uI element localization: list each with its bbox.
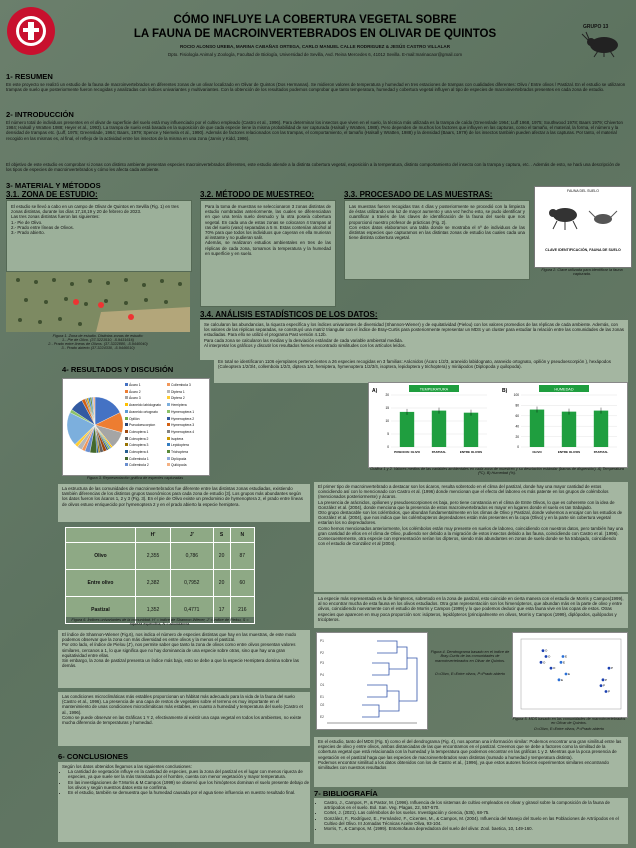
pie-legend-label: Coleoptera 4	[129, 450, 149, 455]
pie-legend-label: Araneido labidognato	[129, 403, 162, 408]
bar	[594, 411, 608, 447]
mds-point-label: O	[545, 648, 548, 653]
micro-text: Las condiciones microclimáticas más estables proporcionan un hábitat más adecuado para la vida de la fauna del suelo (Castro et al., 1996). La presencia de una capa de restos de vegetales sobre el terreno es muy importante en el mantenimiento de unas condiciones microclimáticas más estables, en cuanto a humedad y temperatura del suelo (Castro et al., 1996).	[62, 694, 303, 715]
bibliografia-heading: 7- BIBLIOGRAFÍA	[314, 789, 378, 798]
discussion-box-2	[314, 594, 628, 628]
pie-legend-item	[167, 409, 209, 416]
mds-point-label: O	[543, 660, 546, 665]
pie-legend-label: Pseudoescorpion	[129, 423, 156, 428]
pie-chart-panel	[62, 378, 210, 476]
procesado-text2: Con estos datos elaboramos una tabla donde se mostraba el nº de individuos de las distintas especies que capturamos en las distintas zonas de estudio las cuales cada una tiene distinta cobertura vegetal.	[349, 224, 525, 241]
pie-legend-label: Diptera 1	[171, 389, 185, 394]
mds-text-box	[314, 737, 628, 787]
pie-legend-label: Collembola 1	[129, 456, 149, 461]
group-label: GRUPO 13	[583, 24, 609, 30]
x-tick-label: PASTIZAL	[593, 450, 609, 454]
pie-legend-label: Ácaro 3	[129, 396, 141, 401]
pie-legend-swatch	[167, 437, 170, 440]
resultados-heading: 4- RESULTADOS Y DISCUSIÓN	[62, 365, 174, 374]
pie-legend-label: Lepidoptera	[171, 443, 189, 448]
svg-text:O1: O1	[320, 683, 325, 687]
pie-legend-label: Hymenoptera 4	[171, 429, 195, 434]
pie-legend-label: Diptera 2	[171, 396, 185, 401]
indices-table-panel	[65, 527, 255, 617]
pie-legend-swatch	[167, 390, 170, 393]
pie-legend-item	[125, 456, 167, 463]
discussion-text5: Consecuentemente, otra especie con representación serían los dípteros, siendo más abundantes en zonas de suelo donde se ha trabajado, coincidiendo con el estudio de González et al (2004).	[318, 536, 617, 547]
muestreo-text2: Además, se realizaron estudios ambientales en tres de las réplicas de cada zona, tomamos la temperatura y la humedad en superficie y en suelo.	[205, 240, 331, 256]
pie-legend-label: Araneido ortognato	[129, 409, 158, 414]
pie-legend-item	[125, 402, 167, 409]
pielou-text2: Sin embargo, la zona de pastizal presenta un índice más bajo, esto se debe a que la especie Hemiptera domina sobre las demás.	[62, 658, 299, 669]
mds-point-label: O	[548, 654, 551, 659]
zona-list-1: 1.- Pie de Olivo.	[11, 219, 43, 225]
svg-text:E2: E2	[320, 715, 324, 719]
pie-legend-item	[167, 429, 209, 436]
zona-heading: 3.1. ZONA DE ESTUDIO:	[6, 190, 98, 199]
table-cell: 87	[230, 543, 254, 570]
pie-legend-item	[125, 389, 167, 396]
svg-text:E1: E1	[320, 695, 324, 699]
mds-point-label: E	[565, 654, 568, 659]
y-tick-label: 5	[387, 432, 389, 437]
pie-legend-swatch	[167, 403, 170, 406]
introduccion-text2: El objetivo de este estudio es comprobar si zonas con distinto ambiente presentan especies macroinvertebrados diferentes, este estudio atiende a la distinta cobertura vegetal, exposición a la temperatura, distinto comportamiento del insecto con la trampa y captura, etc. . Además de esto, se hará una descripción de los tipos de especies de macroinvertebrados y cómo les afecta cada ambiente.	[6, 162, 621, 173]
pie-legend-item	[125, 409, 167, 416]
bar	[562, 412, 576, 447]
analisis-text3: Al interpretar los gráficos y discutir los resultados hemos encontrado similitudes con los artículos leídos.	[204, 342, 406, 348]
muestreo-box	[200, 200, 336, 307]
fig1-caption: Figura 1. Zona de estudio. Distintas zonas de estudio:	[52, 334, 144, 338]
y-tick-label: 0	[517, 445, 519, 450]
procesado-box	[344, 200, 530, 280]
analisis-heading: 3.4. ANÁLISIS ESTADÍSTICOS DE LOS DATOS:	[200, 310, 378, 319]
table-cell: 60	[230, 570, 254, 597]
x-tick-label: PASTIZAL	[431, 450, 447, 454]
pie-legend-label: Ácaro 1	[129, 383, 141, 387]
mds-plot	[513, 633, 627, 717]
pie-legend-item	[125, 449, 167, 456]
mds-point-label: P	[605, 677, 608, 682]
pie-legend-swatch	[167, 417, 170, 420]
pie-legend-swatch	[125, 423, 128, 426]
pie-legend-item	[125, 429, 167, 436]
bibliografia-list	[314, 800, 628, 831]
mds-point	[605, 689, 611, 694]
table-cell-zona: Olivo	[66, 543, 136, 570]
mds-point-label: P	[603, 683, 606, 688]
pie-legend-label: Coleoptera 3	[129, 443, 149, 448]
svg-text:P4: P4	[320, 673, 324, 677]
discussion-text3: Otro grupo destacable son los colémbolos, que abundan fundamentalmente en los climas de Olivo y Pastizal, donde volvemos a encajar con los estudios de González et al. (2004), que nos indica que los colémbopteros depredadores están más presentes en la copa (Olivo) y en la parte sin cobertura vegetal estarían los no depredadores.	[318, 510, 623, 526]
mds-point	[560, 660, 566, 665]
pie-legend-item	[125, 416, 167, 423]
pie-legend-swatch	[167, 410, 170, 413]
conclusiones-heading: 6- CONCLUSIONES	[58, 752, 129, 761]
pie-legend-swatch	[125, 443, 128, 446]
y-tick-label: 100	[513, 393, 519, 398]
pie-legend-swatch	[167, 463, 170, 466]
fig6-caption: Figura 6. Índices univariantes de la comunidad. H' = índice de Shannon-Wiener, J' = índice de Pielou, S = riqueza específica, N = abundancia.	[71, 618, 249, 627]
pie-legend-swatch	[125, 463, 128, 466]
table-header: N	[230, 528, 254, 543]
y-tick-label: 20	[385, 393, 389, 398]
fig4-legend: O=Olivo, E=Entre olivos, P=Prado abierto	[434, 672, 506, 676]
pie-legend-swatch	[125, 410, 128, 413]
pie-legend-item	[167, 462, 209, 469]
list-item: • En el estudio, también se demuestra que la humedad causada por el agua tiene influencia en nuestro resultado final.	[68, 790, 310, 795]
pie-legend-swatch	[125, 417, 128, 420]
table-cell: 2,382	[135, 570, 170, 597]
mds-point	[562, 654, 568, 659]
pie-legend-swatch	[125, 430, 128, 433]
zona-text: El estudio se llevó a cabo en un campo de Olivar de Quintos en Sevilla (Fig. 1) en tres zonas distintas, durante los días 17,18,19 y 20 de febrero de 2023.	[11, 204, 179, 215]
pie-legend-item	[125, 436, 167, 443]
table-cell: 0,786	[171, 543, 213, 570]
plot-frame	[521, 639, 621, 709]
muestreo-text: Para la toma de muestras se seleccionaron 3 zonas distintas de estudio nombradas anteriormente, las cuales se diferenciaban en que una tenía suelo desnudo y la otra poseía cobertura vegetal. En cada una de estas zonas se colocaron 4 trampas al ras del suelo (vaso) separadas a 5 m. Estas contenían alcohol al 70% para que todos los individuos que cayeran en ella murieran al instante y no pudieran salir.	[205, 204, 331, 241]
pie-legend-label: Hymenoptera 1	[171, 409, 195, 414]
mds-point	[550, 667, 553, 670]
bar	[464, 413, 478, 447]
pie-legend-item	[167, 402, 209, 409]
pie-legend-swatch	[167, 396, 170, 399]
table-cell: 20	[213, 570, 230, 597]
introduccion-text1: El número total de individuos presentes en el olivar de superficie del suelo está muy influenciado por el cultivo empleado (Castro et al., 1996). Para determinar los insectos que viven en el suelo, la técnica más utilizada es la trampa de caída (Greenslade 1964; Luff 1968, 1975; Southwood 1978; Baars 1979; Chiverton 1984; Halsall y Wratten 1988; Heyer et al., 1993). La trampa de suelo está basada en la suposición de que cada especie tiene la misma probabilidad de ser capturada (Halsall y Wratten, 1988). Pero dependen de muchos los factores que influyen en las capturas, como el tamaño, el material, la forma, el número y la densidad de trampas etc. (Luff, 1975; Greenslade, 1964; Baars, 1979; Spence y Niemela et al., 1990). Además de factores relacionados con las trampas, el comportamiento, el tamaño (Halsall y Wratten, 1988) y la densidad (Baars, 1979) de los insectos también pueden afectar a las capturas. Por tanto, el material recogido en las mismas es, al final, el reflejo de la actividad entre los insectos de la misma en una zona (Jarvis y Kidd, 1986).	[6, 120, 623, 141]
muestreo-heading: 3.2. MÉTODO DE MUESTREO:	[200, 190, 315, 199]
table-cell: 1,352	[135, 597, 170, 624]
table-cell: 17	[213, 597, 230, 624]
mds-text2: Podemos encontrar similitud a los datos obtenidos con los de Castro et al., (1996), ya que estos autores hicieron experimentos similares encontrando similitudes con nuestros resultados	[318, 759, 609, 771]
list-item: • González, F., Rodríguez, E., Fernández, F., Cicentes, M., & Campos, M. (2004). Influencia del Manejo del Suelo en las Poblaciones de Artrópodos en el Cultivo del Olivo. III Jornadas Técnicas Aceite Oliva, 93-104.	[324, 816, 628, 826]
poster-title-line1: CÓMO INFLUYE LA COBERTURA VEGETAL SOBRE	[173, 14, 457, 26]
svg-text:P2: P2	[320, 651, 324, 655]
chart-title: HUMEDAD	[554, 387, 574, 392]
pie-legend-item	[125, 422, 167, 429]
bar-charts-panel	[368, 382, 628, 468]
pie-legend-swatch	[125, 383, 128, 386]
table-header: H'	[135, 528, 170, 543]
micro-box	[58, 692, 310, 746]
bar	[530, 410, 544, 447]
zona-box	[6, 200, 192, 272]
fig2-key-image	[534, 186, 632, 268]
x-tick-label: ENTRE OLIVOS	[557, 450, 581, 454]
x-tick-label: OLIVO	[532, 450, 542, 454]
fig5-caption: Figura 5. MDS basado en las comunidades de macroinvertebrados en Olivar de Quintos.	[512, 717, 626, 726]
mds-point	[540, 661, 543, 664]
list-item: • Castro, J., Campos, P., & Pastor, M. (1996). Influencia de los sistemas de cultivo empleados en olivar y girasol sobre la composición de la fauna de artrópodos en el suelo. Bol. San. Veg. Plagas, 22, 557-570.	[324, 800, 628, 810]
poster-title-line2: LA FAUNA DE MACROINVERTEBRADOS EN OLIVAR DE QUINTOS	[133, 28, 497, 40]
pie-legend-swatch	[125, 450, 128, 453]
pie-legend-label: Coleoptera 1	[129, 429, 149, 434]
pie-legend-label: Trichoptera	[171, 450, 189, 455]
discussion-text6: La especie más representada es la de himpteros, sobretodo en la zona de pastizal, esto coincide en cierta manera con el estudio de Morris y Campos(1999), al no encontrar mucha de esta fauna en los olivos estudiados. Otra gran representación son los himenópteros, que abundan más en la parte de olivo y entre olivos, coincidiendo nuevamente con el estudio de Morris y Campos (1999) y lo que podemos deducir que esta fauna vive en las copas de estos. Otras especies que aparecen en muy poca proporción son: isópteros, lepidópteros (principalmente en olivos, Morris y Campos (1999), diplópodos, quilópodos y tricópteros.	[318, 596, 624, 622]
list-item: • Morris, T., & Campos, M. (1999). Entomofauna depredadora del suelo del olivar. Zool. baetica, 10, 149-160.	[324, 826, 628, 831]
indices-table	[65, 527, 255, 624]
pie-legend-label: Isoptera	[171, 436, 184, 441]
fig2-header: FAUNA DEL SUELO	[567, 189, 599, 193]
estructura-text: La estructura de las comunidades de macroinvertebrados fue diferente entre las distintas zonas estudiadas, existiendo también diferencias de los distintos grupos taxonómicos para cada zona de estudio [3]. Los grupos más abundantes según los datos fueron los ácaros 1, 2 y 3 (Fig. 3). En el pie de Olivo existe un predominio de hymenoptera 2, el prado entre líneas de olivos estuvo enriquecido por hymenoptera 2 y en el prado abierto la especie hemiptera.	[62, 486, 303, 507]
authors: ROCIO ALONSO UREBA, MARINA CABAÑAS ORTEGA, CARLO MANUEL CALLE RODRIGUEZ & JESÚS CASTRO VILLALAR	[179, 44, 451, 49]
fig2-caption: Figura 2. Clave utilizada para identificar la fauna capturada.	[541, 268, 623, 277]
mds-point	[542, 649, 545, 652]
affiliation: Dpto. Fisiología Animal y Zoología, Facultad de Biología, Universidad de Sevilla, Avd. Reina Mercedes 6, 41012 Sevilla. E-mail:marinacaor@gmail.com	[167, 52, 463, 57]
resultados-intro-box	[214, 357, 628, 383]
temperature-chart	[369, 383, 495, 465]
table-row	[66, 570, 255, 597]
bar	[432, 411, 446, 447]
pie-legend-label: Ácaro 2	[129, 389, 141, 394]
introduccion-heading: 2- INTRODUCCIÓN	[6, 110, 74, 119]
mds-panel	[512, 632, 628, 718]
table-cell: 20	[213, 543, 230, 570]
shannon-text: El índice de Shannon-Wiener (Fig.6), nos indica el número de especies distintas que hay en las muestras, de este modo podemos observar que la zona con más diversidad es entre olivos y la menos el pastizal.	[62, 632, 297, 643]
table-header	[66, 528, 136, 543]
resumen-text: En este proyecto se realizó un estudio de la fauna de macroinvertebrados en diferentes zonas de un olivar localizado en Olivar de Quintos (Dos Hermanas). Se midieron valores de temperatura y humedad en tres estaciones de trampas con cualidades diferentes: Olivo / Entre olivos / Pastizal. En el estudio se utilizaron trampas de suelo que posteriormente fueron recogidas y analizadas con índices univariantes y multivariantes. Con la obtención de los resultados podemos comprobar que tanto temperatura, humedad y cobertura vegetal influyen al tipo de especies de macroinvertebrados presentes en cada zona de estudio.	[6, 82, 626, 93]
table-cell: 216	[230, 597, 254, 624]
pie-legend-item	[167, 416, 209, 423]
analisis-box	[200, 320, 628, 360]
panel-label: A)	[372, 388, 378, 394]
mds-text: En el estudio, tanto del MDS (Fig. 5) como el del dendrograma (Fig. 4), nos aportan una información similar: Podemos encontrar una gran similitud entre las especies de olivo y entre olivos, ambas distanciadas de las que encontramos en el pastizal. Creemos que se debe a factores como la similitud de la cobertura vegetal que está relacionada con la humedad y la temperatura que podemos encontrar en las gráficas 1 y 2. Mientras que la poca presencia de vegetación en el pastizal haga que las especies de macroinvertebrados sean distintas (sumado a humedad y temperatura distinta).	[318, 739, 622, 760]
table-cell: 2,355	[135, 543, 170, 570]
analisis-text2: Para cada zona se calcularon las medias y la desviación estándar de cada variable ambiental medida.	[204, 337, 403, 343]
pie-legend-label: Quilópoda	[171, 463, 187, 468]
pie-legend-swatch	[125, 390, 128, 393]
estructura-box	[58, 484, 310, 522]
pie-legend-item	[125, 395, 167, 402]
y-tick-label: 20	[515, 434, 519, 439]
conclusiones-list	[58, 769, 310, 795]
pielou-text: Por otro lado, el índice de Pielou (J'), nos permite saber que tanto la zona de olivos como entre olivos presentan valores similares, cercanos a 1, lo que significa que no hay dominancia de una especie sobre otras, sino que hay una gran equitatividad entre ellas.	[62, 642, 296, 658]
list-item: • La cantidad de vegetación influye en la cantidad de especies, pues la zona del pastizal es el lugar con menos riqueza de especies, ya que suele ser la más transitada por el hombre, cuenta con menor vegetación y mayor temperatura.	[68, 769, 310, 779]
table-cell-zona: Pastizal	[66, 597, 136, 624]
list-item: • Cortet, J. (2021). Las colémbolos de los suelos. Investigación y ciencia, (535), 68-75.	[324, 810, 628, 815]
table-header: S	[213, 528, 230, 543]
procesado-heading: 3.3. PROCESADO DE LAS MUESTRAS:	[344, 190, 493, 199]
mds-point-label: E	[568, 672, 571, 676]
fig5-legend: O=Olivo, E=Entre olivos, P=Prado abierto	[533, 727, 605, 731]
mds-point-label: E	[563, 660, 566, 665]
mds-point-label: O	[553, 666, 556, 671]
table-cell: 0,4771	[171, 597, 213, 624]
zona-list-intro: Las tres zonas distintas fueron las siguientes:	[11, 214, 100, 220]
analisis-text: Se calcularon las abundancias, la riqueza específica y los índices univariantes de diversidad (Shannon-Wiener) y de equitatividad (Pielou) con los valores promedios de las réplicas de cada ambiente. Además, con los valores de las réplicas separadas, se construyó una matriz triangular con el índice de Bray-Curtis para posteriormente representar un MDS y un cluster para estudiar la relación entre las comunidades de las zonas estudiadas. Para ello se utilizó el programa Past versión 4.12b.	[204, 322, 625, 338]
study-area-map	[6, 272, 190, 332]
pie-legend-item	[167, 442, 209, 449]
pie-legend-swatch	[125, 396, 128, 399]
pie-legend-item	[167, 382, 209, 389]
mds-point	[602, 677, 608, 682]
resumen-heading: 1- RESUMEN	[6, 72, 53, 81]
y-tick-label: 60	[515, 414, 519, 418]
micro-text2: Como se puede observar en las Gráficas 1 Y 2, efectivamente al existir una capa vegetal en todos los ambientes, no existe mucha diferencia de temperaturas y humedad.	[62, 714, 302, 726]
pie-legend-item	[125, 462, 167, 469]
pie-legend-item	[167, 436, 209, 443]
table-header: J'	[171, 528, 213, 543]
svg-text:P3: P3	[320, 661, 324, 665]
pie-legend-item	[125, 442, 167, 449]
pie-legend-item	[167, 422, 209, 429]
pie-legend-swatch	[167, 430, 170, 433]
pie-legend-item	[125, 382, 167, 389]
mds-point	[565, 672, 571, 676]
procesado-text: Las muestras fueron recogidas tras 4 días y posteriormente se procedió con la limpieza de éstas utilizando una luz de mayor aumento y una vez hecho esto, se pudo identificar y cuantificar a través de las claves de identificación de la fauna del suelo que nos proporcionó nuestro profesor de prácticas (Fig. 2).	[349, 204, 525, 225]
dendrogram	[317, 633, 427, 729]
x-tick-label: POSICION: OLIVO	[394, 450, 420, 454]
pie-legend-swatch	[167, 457, 170, 460]
university-logo	[6, 6, 56, 56]
svg-text:O2: O2	[320, 703, 325, 707]
graph-caption: Gráfica 1 y 2. Valores medios de las variables ambientales en cada zona de muestreo y su desviación estándar (barras de dispersión). A) Temperatura (ºC), B) Humedad (%).	[370, 467, 624, 476]
fig1-line-1: 1.- Pie de Olivo. (37.3221510, -5.9431616)	[62, 338, 134, 342]
table-row	[66, 543, 255, 570]
fig1-line-3: 3.- Prado abierto (37.3224330, -5.9446010)	[61, 346, 135, 350]
fig4-caption: Figura 4. Dendrograma basado en el índice de Bray-Curtis de las comunidades de macroinvertebrados en Olivar de Quintos.	[430, 650, 510, 663]
table-cell-zona: Entre olivo	[66, 570, 136, 597]
mds-point-label: E	[561, 677, 564, 682]
fig3-caption: Figura 3. Representación gráfica de especies capturadas	[86, 476, 184, 480]
pie-legend-item	[167, 449, 209, 456]
pie-legend-label: Coleoptera 2	[129, 436, 149, 441]
pie-legend-swatch	[125, 403, 128, 406]
list-item: • En las investigaciones de T.Morris & M.Campos (1999) se observó que los himópteros dominan el suelo presente debajo de los olivos y según nuestros datos esto se confirma.	[68, 780, 310, 790]
mds-point	[558, 677, 564, 682]
mds-point	[600, 683, 606, 688]
pie-legend-swatch	[125, 457, 128, 460]
mds-point	[545, 655, 548, 658]
bibliografia-box	[314, 798, 628, 844]
table-header-row	[66, 528, 255, 543]
pie-legend-item	[167, 456, 209, 463]
pie-legend-label: Hymenoptera 3	[171, 423, 195, 428]
fig2-title: CLAVE IDENTIFICACIÓN, FAUNA DE SUELO	[545, 248, 621, 252]
pie-legend-label: Collembola 3	[171, 383, 191, 387]
y-tick-label: 40	[515, 424, 519, 429]
pie-legend-swatch	[167, 383, 170, 386]
pie-legend-item	[167, 395, 209, 402]
svg-text:P1: P1	[320, 639, 324, 643]
zona-list-3: 3.- Prado abierto.	[11, 230, 45, 236]
y-tick-label: 80	[515, 403, 519, 408]
conclusiones-box	[58, 762, 310, 842]
zona-list-2: 2.- Prado entre líneas de Olivos.	[11, 224, 74, 230]
pie-legend-label: Collembola 2	[129, 463, 149, 468]
y-tick-label: 10	[385, 419, 389, 424]
humidity-chart	[499, 383, 625, 465]
y-tick-label: 0	[387, 445, 389, 450]
mds-point	[608, 666, 614, 671]
pie-legend-swatch	[167, 443, 170, 446]
pie-legend-label: Opilión	[129, 416, 140, 421]
pie-legend-label: Hemiptera	[171, 403, 187, 408]
mds-point-label: P	[608, 689, 611, 694]
discussion-text2: La presencia de arácnidos, opiliones y pseudoescorpiones es baja, pero tiene constancia en el clima de Entre Olivos, lo que es coherente con la idea de González et al. (2004), donde menciona que la presencia de estos macroinvertebrados es mayor en lugares donde el suelo es tan trabajado.	[318, 499, 615, 510]
pie-legend-column	[167, 382, 209, 469]
mds-point-label: P	[611, 666, 614, 671]
discussion-box	[314, 482, 628, 592]
panel-label: B)	[502, 388, 508, 394]
conclusiones-intro: Según los datos obtenidos llegamos a las siguientes conclusiones:	[62, 764, 192, 769]
pie-legend-label: Hymenoptera 2	[171, 416, 195, 421]
discussion-text1: El primer tipo de macroinvertebrado a destacar son los ácaros, resulta sobretodo en el clima del pastizal, donde hay una mayor cantidad de estos coincidiendo así con lo mencionado con Castro et al. (1996) donde mencionan que el efecto del laboreo es más patente en los grupos de colémbolos (mencionados posteriormente) y ácaros.	[318, 484, 609, 500]
table-cell: 0,7952	[171, 570, 213, 597]
shannon-box	[58, 630, 310, 688]
y-tick-label: 15	[385, 406, 389, 411]
discussion-text4: Como hemos mencionados anteriormente, los colémbolos están muy presente en suelos de laboreo, coincidiendo con nuestros datos, pero también hay una gran cantidad de ellos en el clima de Olivo, pudiendo ser debido a la migración de estos insectos debido a las fauna, coincidiendo con Castro et al. (1996).	[318, 525, 624, 536]
bar	[400, 412, 414, 447]
pie-legend-column	[125, 382, 167, 469]
pie-legend-swatch	[167, 450, 170, 453]
dendrogram-panel	[316, 632, 428, 730]
x-tick-label: ENTRE OLIVOS	[459, 450, 483, 454]
pie-legend-label: Diplópoda	[171, 456, 187, 461]
insect-logo	[580, 30, 628, 58]
pie-legend-swatch	[167, 423, 170, 426]
chart-title: TEMPERATURA	[419, 387, 449, 392]
fig1-line-2: 2.- Prado entre líneas de Olivos. (37.3222880, -5.9440040)	[48, 342, 148, 346]
metodos-heading: 3- MATERIAL Y MÉTODOS	[6, 181, 101, 190]
resultados-intro: En total se identificaron 1106 ejemplares pertenecientes a 26 especies recogidas en 3 familias: Arácnidos (Ácaro 1/2/3, araneido labidognato, araneido ortognato, opilión y pseudoescorpión ), hexápodos (Coleoptera 1/2/3/4, collembola 1/2/3, diptera 1/2, hemiptera, hymenoptera 1/2/3/4, isoptera, lepidoptera y trichoptera) y miriápodos (Diplopoda y quilopoda).	[218, 359, 611, 370]
pie-legend-item	[167, 389, 209, 396]
pie-legend-swatch	[125, 437, 128, 440]
pie-chart	[65, 395, 125, 455]
